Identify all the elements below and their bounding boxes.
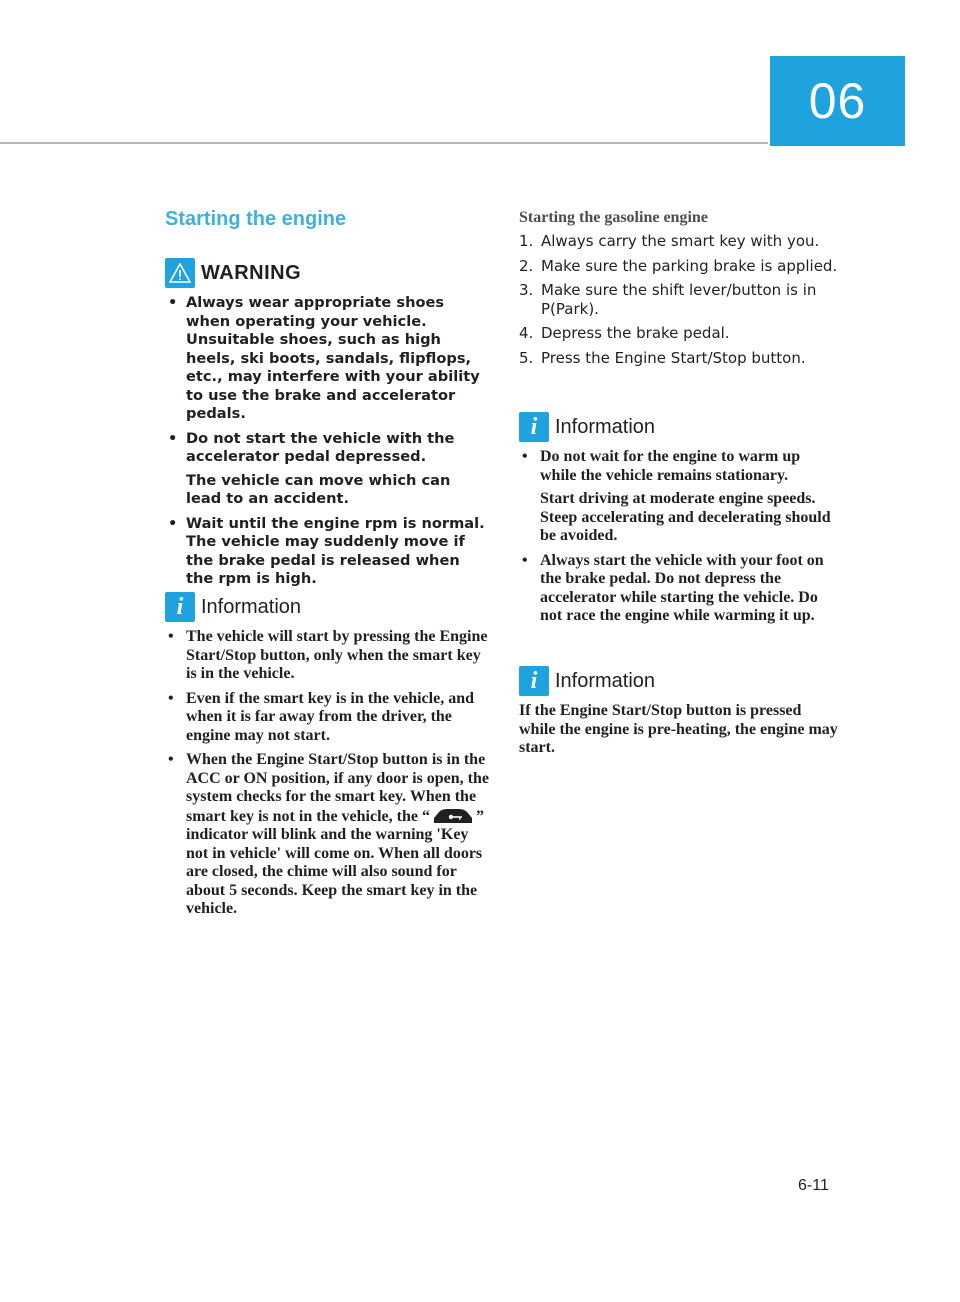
information-list [519, 448, 839, 626]
information-label: Information [555, 415, 656, 438]
list-item: 2. Make sure the parking brake is applied. [519, 256, 838, 275]
information-label: Information [201, 595, 302, 618]
information-box-left [165, 592, 490, 925]
information-label: Information [555, 669, 656, 692]
list-item: • Even if the smart key is in the vehicle, and when it is far away from the driver, the engine may not start. [165, 690, 490, 746]
list-item: 3. Make sure the shift lever/button is in P(Park). [519, 281, 817, 318]
warning-header [165, 258, 490, 288]
warning-list [165, 294, 490, 589]
page-number: 6-11 [798, 1177, 829, 1194]
warning-label: WARNING [201, 261, 302, 284]
information-box-right-1 [519, 412, 839, 632]
information-list [165, 628, 490, 919]
info-icon: i [519, 666, 549, 696]
information-header [165, 592, 490, 622]
information-box-right-2 [519, 666, 839, 758]
information-text: If the Engine Start/Stop button is pressed while the engine is pre-heating, the engine may start. [519, 702, 838, 756]
chapter-tab: 06 [770, 56, 905, 146]
list-item: • The vehicle will start by pressing the Engine Start/Stop button, only when the smart key is in the vehicle. [165, 628, 490, 684]
list-item: • When the Engine Start/Stop button is in the ACC or ON position, if any door is open, the system checks for the smart key. When the smart key is not in the vehicle, the “ ” indicator will blink and the warning 'Key not in vehicle' will come on. When all doors are closed, the chime will also sound for about 5 seconds. Keep the smart key in the vehicle. [165, 751, 490, 919]
information-header [519, 412, 839, 442]
list-item: • Always wear appropriate shoes when operating your vehicle. Unsuitable shoes, such as high heels, ski boots, sandals, flipflops, etc., may interfere with your ability to use the brake and accelerator pedals. [165, 294, 490, 424]
list-item: 4. Depress the brake pedal. [519, 324, 730, 342]
warning-box [165, 258, 490, 595]
list-item: • Do not start the vehicle with the accelerator pedal depressed. The vehicle can move which can lead to an accident. [165, 430, 490, 509]
info-icon: i [165, 592, 195, 622]
list-item: 5. Press the Engine Start/Stop button. [519, 348, 806, 367]
info-icon: i [519, 412, 549, 442]
key-not-in-vehicle-icon [430, 807, 476, 825]
list-item: • Always start the vehicle with your foot on the brake pedal. Do not depress the accelerator while starting the vehicle. Do not race the engine while warming it up. [519, 552, 839, 626]
starting-procedure [519, 209, 839, 373]
subsection-title: Starting the gasoline engine [519, 209, 708, 226]
list-item: • Do not wait for the engine to warm up while the vehicle remains stationary. Start driving at moderate engine speeds. Steep accelerating and decelerating should be avoided. [519, 448, 839, 546]
section-title: Starting the engine [165, 208, 347, 230]
warning-triangle-icon [165, 258, 195, 288]
header-rule [0, 142, 768, 144]
information-header [519, 666, 839, 696]
list-item: 1. Always carry the smart key with you. [519, 232, 820, 250]
steps-list [519, 232, 839, 367]
list-item: • Wait until the engine rpm is normal. The vehicle may suddenly move if the brake pedal is released when the rpm is high. [165, 515, 490, 589]
